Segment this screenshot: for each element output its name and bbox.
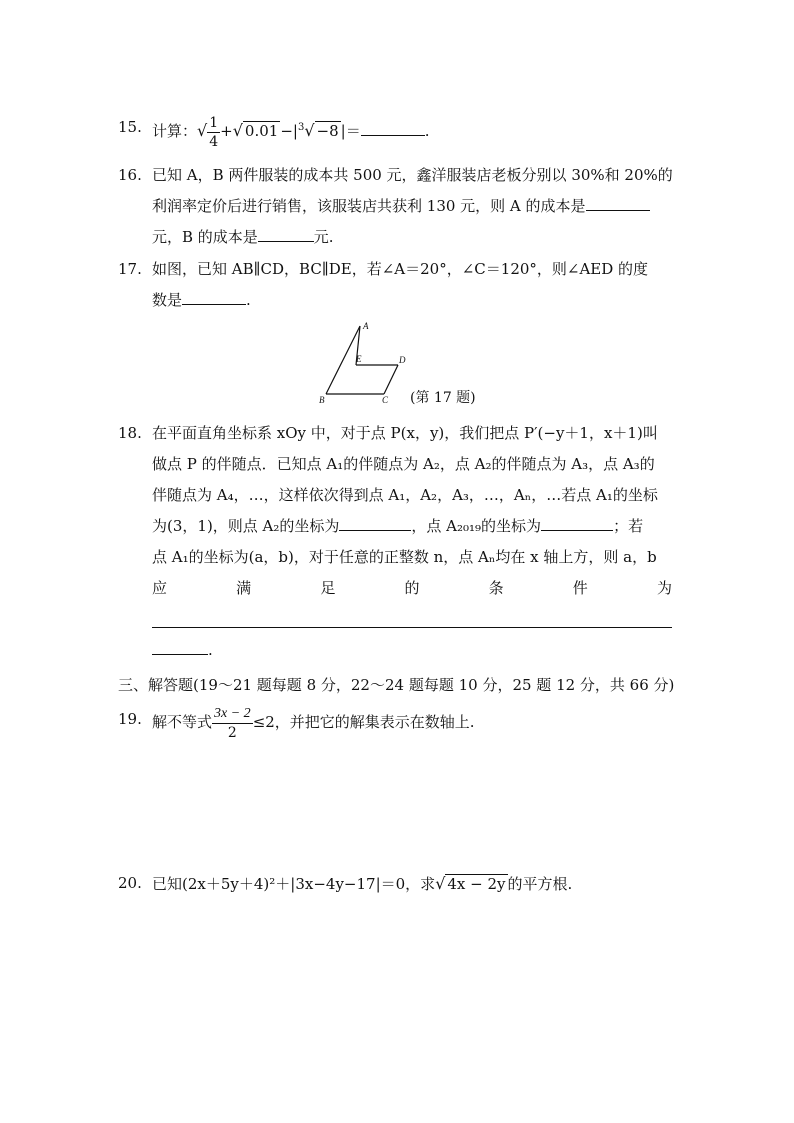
- label-e: E: [356, 354, 362, 364]
- label-d: D: [399, 355, 406, 365]
- fraction: $\frac{3x - 2}{2}$: [214, 706, 251, 741]
- fraction: $\frac{1}{4}$: [209, 114, 219, 150]
- answer-blank[interactable]: [586, 195, 650, 211]
- question-16: [118, 160, 678, 253]
- figure-caption: (第 17 题): [410, 390, 476, 406]
- question-19: [118, 704, 678, 742]
- question-body: 在平面直角坐标系 xOy 中，对于点 P(x，y)，我们把点 P′(−y＋1，x＋1)叫 做点 P 的伴随点．已知点 A₁的伴随点为 A₂，点 A₂的伴随点为 A₃，点 A₃的 伴随点为 A₄，…，这样依次得到点 A₁，A₂，A₃，…，Aₙ，…若点 A₁的坐标 为(3，1)，则点 A₂的坐标为 ，点 A₂₀₁₉的坐标为 ；若 点 A₁的坐标为(a，b)，对于任意的正整数 n，点 Aₙ均在 x 轴上方，则 a，b 应 满 足 的 条 件 为 .: [152, 424, 672, 659]
- question-number: 19.: [118, 710, 142, 728]
- segment-ab: [326, 326, 360, 394]
- question-number: 16.: [118, 166, 142, 184]
- answer-blank[interactable]: [152, 612, 672, 628]
- question-15: [118, 112, 678, 151]
- answer-blank[interactable]: [339, 515, 411, 531]
- question-body: 如图，已知 AB∥CD，BC∥DE，若∠A＝20°，∠C＝120°，则∠AED 的度 数是 .: [152, 260, 649, 309]
- label-c: C: [382, 395, 389, 405]
- question-18: [118, 418, 678, 666]
- question-17: [118, 254, 678, 316]
- section-title: 三、解答题(19～21 题每题 8 分，22～24 题每题 10 分，25 题 12 分，共 66 分): [118, 676, 675, 694]
- answer-blank[interactable]: [182, 289, 246, 305]
- question-number: 17.: [118, 260, 142, 278]
- question-number: 15.: [118, 118, 142, 136]
- segment-dc: [384, 365, 398, 394]
- answer-blank[interactable]: [541, 515, 613, 531]
- label-a: A: [363, 321, 369, 331]
- question-number: 18.: [118, 424, 142, 442]
- label-b: B: [319, 395, 325, 405]
- answer-blank[interactable]: [361, 120, 425, 136]
- question-body: 已知(2x＋5y＋4)²＋|3x−4y−17|＝0，求√ 4x − 2y 的平方根.: [152, 874, 573, 893]
- spread-line: 应 满 足 的 条 件 为: [152, 579, 672, 597]
- question-body: 已知 A，B 两件服装的成本共 500 元，鑫洋服装店老板分别以 30%和 20%的 利润率定价后进行销售，该服装店共获利 130 元，则 A 的成本是 元，B 的成本是 元.: [152, 166, 673, 246]
- question-body: 解不等式 $\frac{3x - 2}{2}$ ≤2，并把它的解集表示在数轴上.: [152, 706, 475, 741]
- answer-blank[interactable]: [152, 639, 208, 655]
- question-body: 计算：√ $\frac{1}{4}$ +√ $0.01 -|^3√ -8$ |＝ .: [152, 114, 430, 150]
- answer-blank[interactable]: [258, 226, 314, 242]
- question-number: 20.: [118, 874, 142, 892]
- question-20: [118, 868, 678, 900]
